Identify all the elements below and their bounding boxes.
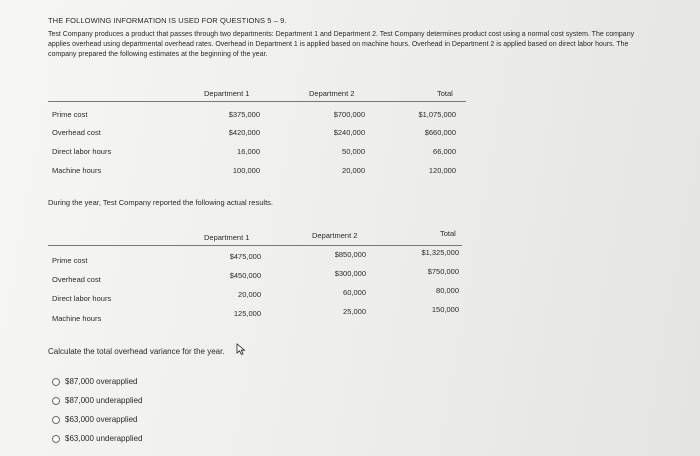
total-value: 120,000	[428, 166, 456, 175]
dept1-value: 20,000	[238, 290, 261, 299]
total-value: 80,000	[436, 286, 459, 295]
total-value: $1,075,000	[418, 110, 456, 119]
estimates-header-dept1: Department 1	[204, 89, 250, 98]
total-value: $660,000	[424, 128, 456, 137]
dept2-value: $300,000	[334, 269, 366, 278]
answer-option-label: $63,000 overapplied	[65, 415, 138, 424]
estimates-header-rule	[48, 101, 466, 102]
radio-button[interactable]	[52, 397, 60, 405]
actual-results-intro: During the year, Test Company reported the following actual results.	[48, 198, 273, 207]
total-value: 66,000	[433, 147, 456, 156]
radio-button[interactable]	[52, 378, 60, 386]
actuals-header-total: Total	[440, 229, 456, 238]
mouse-pointer-icon	[236, 343, 248, 355]
dept1-value: $375,000	[228, 110, 260, 119]
dept1-value: 100,000	[232, 166, 260, 175]
actuals-header-dept1: Department 1	[204, 233, 250, 242]
dept2-value: 50,000	[342, 147, 365, 156]
dept2-value: $700,000	[333, 110, 365, 119]
dept2-value: $240,000	[333, 128, 365, 137]
row-label: Machine hours	[52, 166, 102, 175]
dept2-value: 20,000	[342, 166, 365, 175]
estimates-header-dept2: Department 2	[309, 89, 355, 98]
total-value: 150,000	[431, 305, 459, 314]
dept2-value: 60,000	[343, 288, 366, 297]
actuals-header-rule	[48, 245, 462, 246]
dept1-value: $420,000	[228, 128, 260, 137]
row-label: Direct labor hours	[52, 294, 112, 303]
radio-button[interactable]	[52, 416, 60, 424]
row-label: Overhead cost	[52, 128, 101, 137]
row-label: Prime cost	[52, 256, 88, 265]
problem-intro: Test Company produces a product that passes through two departments: Department 1 and Department 2. Test Company determines product cost using a normal cost system. The company applies overhead using departmental overhead rates. Overhead in Department 1 is applied based on machine hours. Overhead in Department 2 is applied based on direct labor hours. The company prepared the following estimates at the beginning of the year.	[48, 31, 635, 58]
dept1-value: $450,000	[229, 271, 261, 280]
radio-button[interactable]	[52, 435, 60, 443]
question-prompt: Calculate the total overhead variance for the year.	[48, 347, 225, 356]
answer-option-label: $87,000 overapplied	[65, 377, 138, 386]
row-label: Overhead cost	[52, 275, 101, 284]
dept2-value: $850,000	[334, 250, 366, 259]
question-heading: THE FOLLOWING INFORMATION IS USED FOR QUESTIONS 5 – 9.	[48, 16, 287, 25]
dept1-value: $475,000	[229, 252, 261, 261]
dept1-value: 125,000	[233, 309, 261, 318]
answer-option-label: $87,000 underapplied	[65, 396, 143, 405]
total-value: $1,325,000	[421, 248, 459, 257]
answer-option-label: $63,000 underapplied	[65, 434, 143, 443]
row-label: Direct labor hours	[52, 147, 112, 156]
total-value: $750,000	[427, 267, 459, 276]
row-label: Machine hours	[52, 314, 102, 323]
row-label: Prime cost	[52, 110, 88, 119]
dept2-value: 25,000	[343, 307, 366, 316]
dept1-value: 16,000	[237, 147, 260, 156]
actuals-header-dept2: Department 2	[312, 231, 358, 240]
estimates-header-total: Total	[437, 89, 453, 98]
